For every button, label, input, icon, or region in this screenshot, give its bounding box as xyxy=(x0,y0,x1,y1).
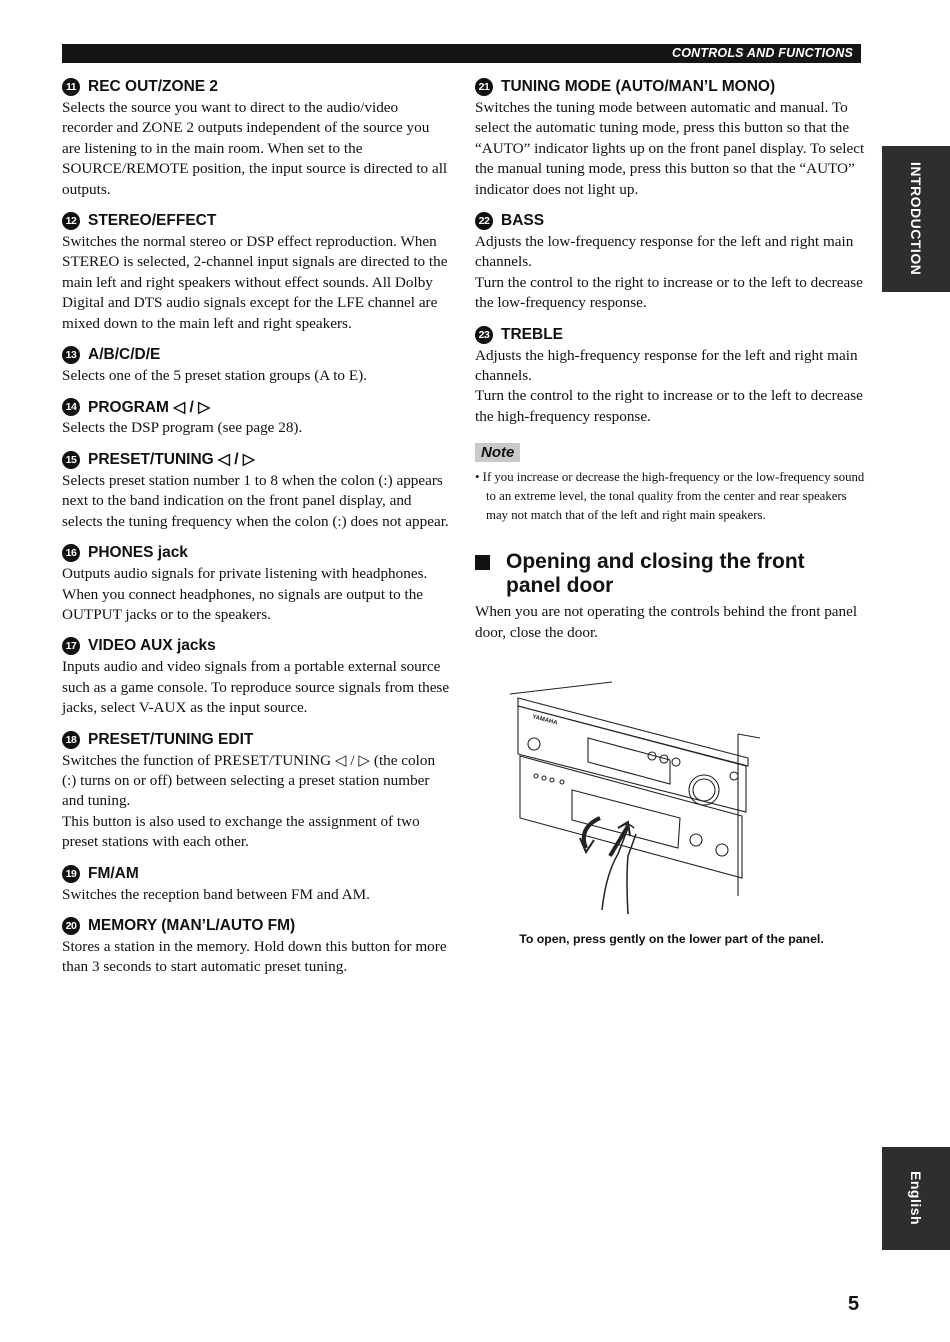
section-header-label: CONTROLS AND FUNCTIONS xyxy=(671,46,853,60)
item-description: Adjusts the low-frequency response for the left and right main channels. xyxy=(475,233,854,271)
item-tuning-mode xyxy=(475,76,865,200)
item-description: Inputs audio and video signals from a portable external source such as a game console. To reproduce source signals from these jacks, select V-AUX as the input source. xyxy=(62,658,450,717)
item-program xyxy=(62,396,450,438)
item-number: 19 xyxy=(62,865,80,883)
item-video-aux-jacks xyxy=(62,635,450,718)
item-title: PROGRAM ◁ / ▷ xyxy=(88,398,211,416)
item-number: 20 xyxy=(62,917,80,935)
item-description: Switches the reception band between FM and AM. xyxy=(62,885,370,903)
item-title: STEREO/EFFECT xyxy=(88,212,217,230)
item-title: VIDEO AUX jacks xyxy=(88,637,216,655)
item-title: FM/AM xyxy=(88,864,139,882)
item-phones-jack xyxy=(62,542,450,625)
item-description: Stores a station in the memory. Hold down this button for more than 3 seconds to start automatic preset tuning. xyxy=(62,937,447,976)
item-treble xyxy=(475,324,865,428)
note-text: • If you increase or decrease the high-frequency or the low-frequency sound to an extreme level, the tonal quality from the center and rear speakers may not match that of the left and right main speakers. xyxy=(475,470,865,522)
tab-english[interactable] xyxy=(882,1147,950,1250)
tab-english-label: English xyxy=(908,1171,924,1226)
item-description: Adjusts the high-frequency response for the left and right main channels. xyxy=(475,346,858,385)
item-bass xyxy=(475,210,865,314)
item-title: REC OUT/ZONE 2 xyxy=(88,78,219,95)
item-stereo-effect xyxy=(62,210,450,334)
right-column xyxy=(475,76,865,643)
item-number: 18 xyxy=(62,731,80,749)
item-description: Switches the tuning mode between automatic and manual. To select the automatic tuning mode, press this button so that the “AUTO” indicator lights up on the front panel display. To select the manual tuning mode, press this button so that the “AUTO” indicator does not light up. xyxy=(475,99,865,198)
item-number: 22 xyxy=(475,212,493,230)
item-description: Selects the source you want to direct to the audio/video recorder and ZONE 2 outputs independent of the source you are listening to in the main room. When set to the SOURCE/REMOTE position, the input source is directed to all outputs. xyxy=(62,99,448,198)
item-number: 14 xyxy=(62,398,80,416)
section-heading xyxy=(475,550,865,598)
item-preset-tuning-edit xyxy=(62,729,450,853)
item-title: PHONES jack xyxy=(88,544,188,562)
item-title: TUNING MODE (AUTO/MAN’L MONO) xyxy=(501,78,776,95)
item-description: Outputs audio signals for private listening with headphones. When you connect headphones, no signals are output to the OUTPUT jacks or to the speakers. xyxy=(62,565,428,623)
item-description: Selects the DSP program (see page 28). xyxy=(62,419,303,437)
item-rec-out-zone2 xyxy=(62,76,450,200)
page-number: 5 xyxy=(848,1293,860,1315)
item-description-extra: Turn the control to the right to increase or to the left to decrease the low-frequency response. xyxy=(475,273,863,312)
item-number: 21 xyxy=(475,78,493,96)
item-number: 23 xyxy=(475,326,493,344)
illustration-caption: To open, press gently on the lower part of the panel. xyxy=(519,932,824,946)
item-memory xyxy=(62,915,450,978)
note-label: Note xyxy=(475,443,520,462)
item-description: Switches the normal stereo or DSP effect reproduction. When STEREO is selected, 2-channel input signals are directed to the main left and right speakers without effect sounds. All Dolby Digital and DTS audio signals except for the LFE channel are mixed down to the main left and right speakers. xyxy=(62,233,448,332)
item-description: Selects preset station number 1 to 8 when the colon (:) appears next to the band indication on the front panel display, and selects the tuning frequency when the colon (:) does not appear. xyxy=(62,471,449,530)
item-title: A/B/C/D/E xyxy=(88,346,161,364)
section-square-icon xyxy=(475,555,490,570)
item-title: TREBLE xyxy=(501,325,563,343)
note-block xyxy=(475,437,865,524)
item-abcde xyxy=(62,344,450,386)
item-description-extra: Turn the control to the right to increase or to the left to decrease the high-frequency response. xyxy=(475,387,863,425)
left-column xyxy=(62,76,450,988)
item-number: 11 xyxy=(62,78,80,96)
item-description: Selects one of the 5 preset station groups (A to E). xyxy=(62,367,367,385)
item-preset-tuning xyxy=(62,449,450,532)
receiver-front-panel-illustration xyxy=(510,678,760,918)
item-title: BASS xyxy=(501,212,545,230)
tab-introduction[interactable] xyxy=(882,146,950,292)
section-header-bar xyxy=(62,44,861,63)
item-number: 12 xyxy=(62,212,80,230)
item-number: 17 xyxy=(62,637,80,655)
item-number: 13 xyxy=(62,346,80,364)
section-body: When you are not operating the controls behind the front panel door, close the door. xyxy=(475,603,858,641)
item-number: 16 xyxy=(62,544,80,562)
item-title: MEMORY (MAN’L/AUTO FM) xyxy=(88,916,296,934)
item-title: PRESET/TUNING EDIT xyxy=(88,730,254,748)
item-fm-am xyxy=(62,863,450,905)
tab-introduction-label: INTRODUCTION xyxy=(908,162,924,276)
item-number: 15 xyxy=(62,451,80,469)
brand-label: YAMAHA xyxy=(531,714,558,727)
item-description: Switches the function of PRESET/TUNING ◁ / ▷ (the colon (:) turns on or off) between selecting a preset station number and tuning. xyxy=(62,751,436,810)
section-title: Opening and closing the front panel door xyxy=(506,550,805,598)
item-title: PRESET/TUNING ◁ / ▷ xyxy=(88,451,255,469)
item-description-extra: This button is also used to exchange the assignment of two preset stations with each other. xyxy=(62,812,420,851)
